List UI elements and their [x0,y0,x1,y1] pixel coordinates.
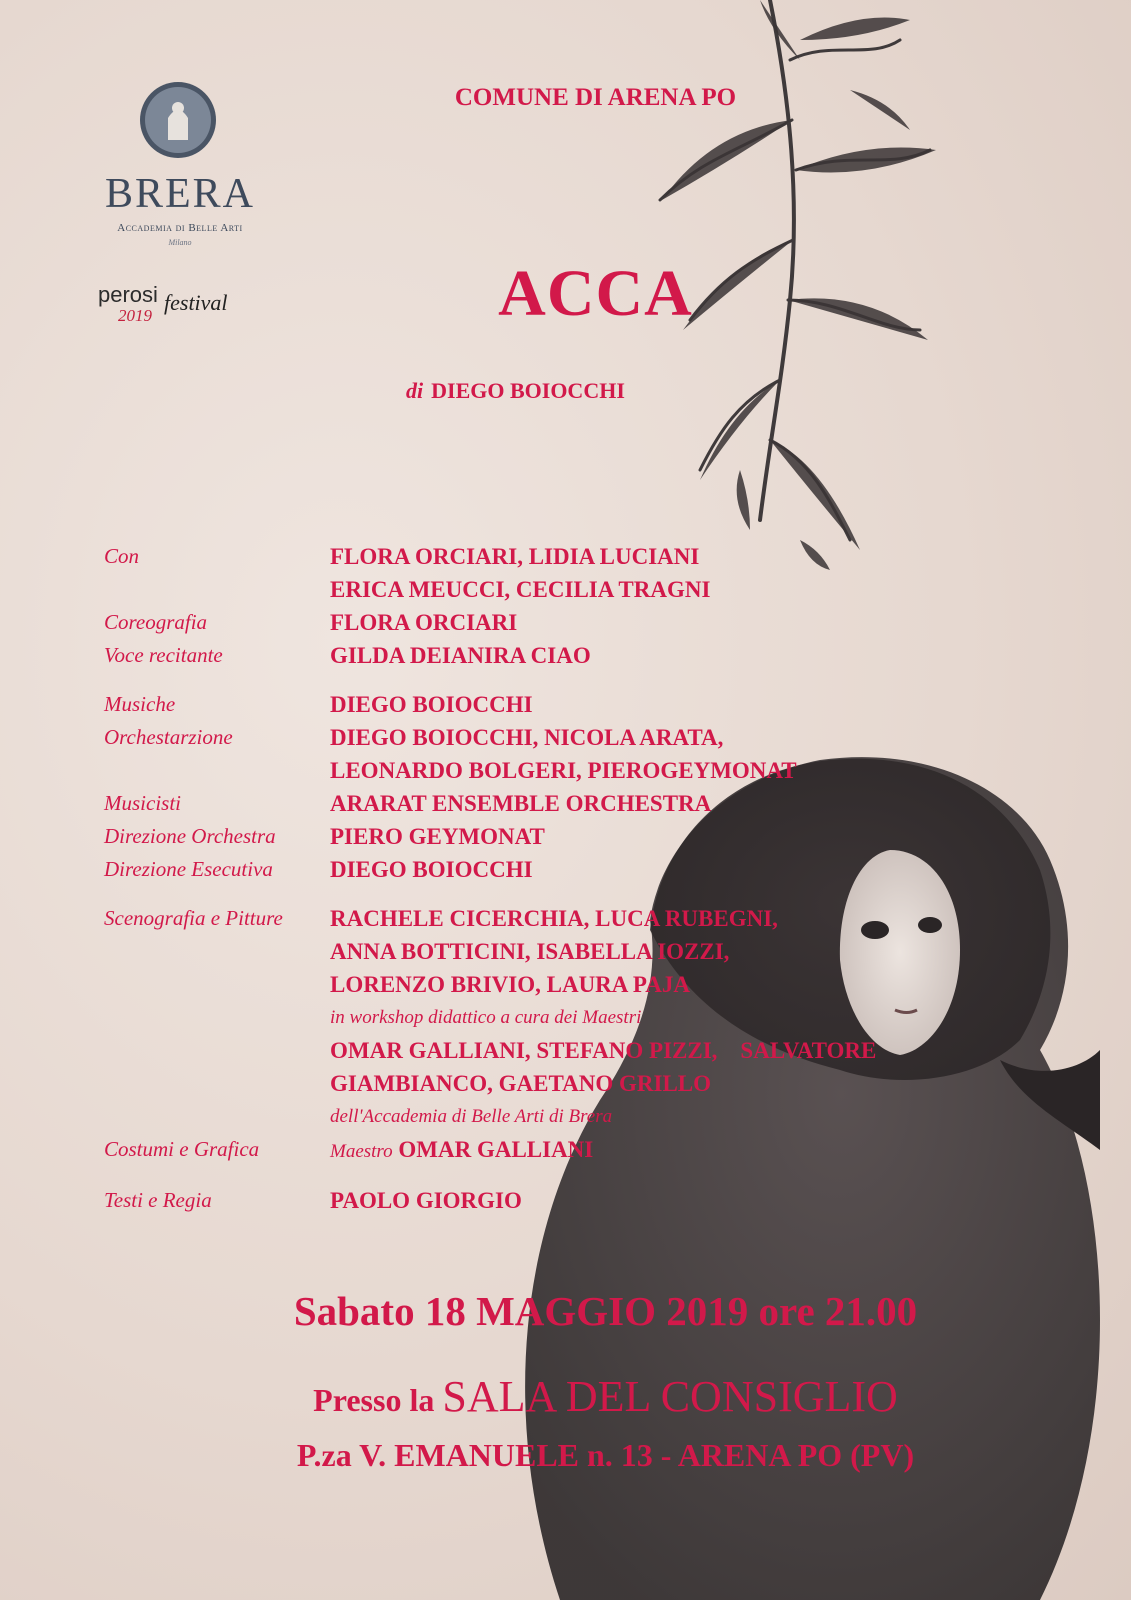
author-name: DIEGO BOIOCCHI [431,378,625,403]
credit-name: OMAR GALLIANI [398,1137,594,1162]
credit-role: Orchestarzione [104,725,233,749]
credit-row [104,853,1054,886]
brera-city: Milano [168,238,192,247]
credit-role: Musiche [104,692,176,716]
credit-role: Voce recitante [104,643,223,667]
credit-row [104,1184,1054,1217]
credit-names [330,787,1054,820]
event-address: P.za V. EMANUELE n. 13 - ARENA PO (PV) [296,1437,915,1473]
credit-name-line: ERICA MEUCCI, CECILIA TRAGNI [330,577,711,602]
brera-subtitle: Accademia di Belle Arti [117,222,243,234]
credit-row [104,902,1054,1133]
credit-row [104,820,1054,853]
credit-role: Direzione Orchestra [104,824,276,848]
credit-role: Direzione Esecutiva [104,857,273,881]
event-date: Sabato 18 MAGGIO 2019 ore 21.00 [293,1288,918,1334]
perosi-logo-name: perosi [98,282,158,307]
credit-names [330,1184,1054,1217]
credit-name-line: DIEGO BOIOCCHI [330,692,533,717]
credit-role: Coreografia [104,610,208,634]
credit-prefix: Maestro [330,1141,393,1162]
credit-row [104,540,1054,606]
credit-names [330,639,1054,672]
credit-names [330,721,1054,787]
credit-name-line: ANNA BOTTICINI, ISABELLA IOZZI, [330,939,730,964]
credit-row [104,721,1054,787]
credit-row [104,688,1054,721]
credit-role: Testi e Regia [104,1188,212,1212]
credit-names [330,902,1054,1133]
event-place-prefix: Presso la [313,1382,435,1418]
credit-names [330,820,1054,853]
event-place [0,1371,1131,1422]
perosi-logo-year: 2019 [118,306,152,325]
page-title: ACCA [498,257,693,330]
credit-role: Musicisti [104,791,181,815]
author-line [406,378,625,404]
credit-names [330,1133,1054,1168]
credit-role: Con [104,544,140,568]
credit-name-line: DIEGO BOIOCCHI [330,857,533,882]
comune-heading: COMUNE DI ARENA PO [454,84,737,111]
event-place-name: SALA DEL CONSIGLIO [442,1372,898,1421]
credit-role: Costumi e Grafica [104,1137,260,1161]
author-prefix: di [406,378,424,403]
credit-name-line: GIAMBIANCO, GAETANO GRILLO [330,1071,712,1096]
credit-name-line: PIERO GEYMONAT [330,824,545,849]
credit-name-line: PAOLO GIORGIO [330,1188,522,1213]
credit-row [104,1133,1054,1168]
credit-name-line: FLORA ORCIARI, LIDIA LUCIANI [330,544,700,569]
credit-name-line: LORENZO BRIVIO, LAURA PAJA [330,972,690,997]
credit-row [104,787,1054,820]
credit-names [330,853,1054,886]
credit-note: dell'Accademia di Belle Arti di Brera [330,1106,613,1127]
perosi-logo-festival: festival [164,290,228,315]
brera-logo-text: BRERA [104,171,256,217]
credit-role: Scenografia e Pitture [104,906,283,930]
credit-name-line: DIEGO BOIOCCHI, NICOLA ARATA, [330,725,724,750]
credit-name-line: ARARAT ENSEMBLE ORCHESTRA [330,791,712,816]
credit-row [104,606,1054,639]
credit-row [104,639,1054,672]
credit-names [330,540,1054,606]
credit-name-line: RACHELE CICERCHIA, LUCA RUBEGNI, [330,906,778,931]
credit-name-line: GILDA DEIANIRA CIAO [330,643,591,668]
credit-name-line [330,1133,1054,1168]
credit-name-line: OMAR GALLIANI, STEFANO PIZZI, SALVATORE [330,1038,877,1063]
credit-names [330,606,1054,639]
credit-name-line: LEONARDO BOLGERI, PIEROGEYMONAT [330,758,797,783]
credit-names [330,688,1054,721]
credit-note: in workshop didattico a cura dei Maestri [330,1007,642,1028]
credits-list [104,540,1054,1217]
credit-name-line: FLORA ORCIARI [330,610,518,635]
